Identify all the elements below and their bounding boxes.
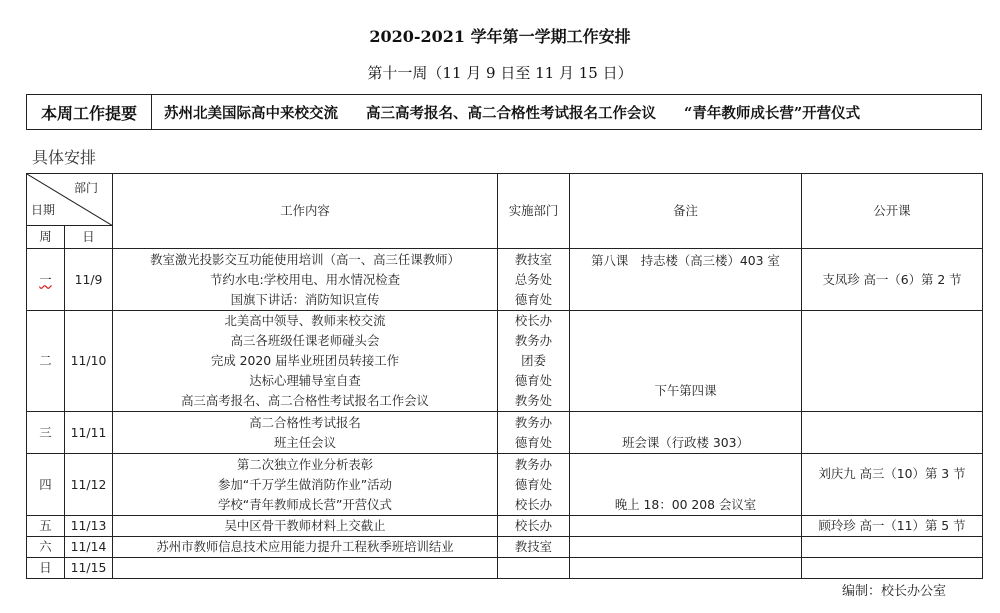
row-notes: 第八课 持志楼（高三楼）403 室 xyxy=(570,249,802,311)
table-row xyxy=(27,454,983,516)
row-week: 六 xyxy=(27,537,65,558)
header-corner xyxy=(27,174,113,226)
row-content: 教室激光投影交互功能使用培训（高一、高三任课教师） 节约水电:学校用电、用水情况检查 国旗下讲话：消防知识宣传 xyxy=(113,249,498,311)
header-open-class: 公开课 xyxy=(802,174,983,249)
summary-item: 高三高考报名、高二合格性考试报名工作会议 xyxy=(366,104,656,122)
row-date: 11/11 xyxy=(65,412,113,454)
row-notes: 晚上 18：00 208 会议室 xyxy=(570,454,802,516)
week-range: 第十一周（11 月 9 日至 11 月 15 日） xyxy=(367,64,633,82)
row-date: 11/10 xyxy=(65,311,113,412)
row-content: 苏州市教师信息技术应用能力提升工程秋季班培训结业 xyxy=(113,537,498,558)
row-dept: 校长办 xyxy=(498,516,570,537)
table-row xyxy=(27,412,983,454)
row-notes xyxy=(570,516,802,537)
row-open-class xyxy=(802,558,983,579)
corner-date-label: 日期 xyxy=(31,203,56,217)
row-open-class xyxy=(802,537,983,558)
header-content: 工作内容 xyxy=(113,174,498,249)
row-notes xyxy=(570,537,802,558)
row-week: 三 xyxy=(27,412,65,454)
schedule-table xyxy=(26,173,983,579)
row-date: 11/12 xyxy=(65,454,113,516)
row-week: 日 xyxy=(27,558,65,579)
row-dept: 校长办 教务办 团委 德育处 教务处 xyxy=(498,311,570,412)
table-row xyxy=(27,537,983,558)
row-dept: 教务办 德育处 xyxy=(498,412,570,454)
header-day: 日 xyxy=(65,226,113,249)
row-content: 吴中区骨干教师材料上交截止 xyxy=(113,516,498,537)
row-dept: 教技室 xyxy=(498,537,570,558)
row-date: 11/9 xyxy=(65,249,113,311)
header-notes: 备注 xyxy=(570,174,802,249)
summary-item: “青年教师成长营”开营仪式 xyxy=(684,104,861,122)
row-date: 11/14 xyxy=(65,537,113,558)
row-open-class: 支凤珍 高一（6）第 2 节 xyxy=(802,249,983,311)
header-dept: 实施部门 xyxy=(498,174,570,249)
row-content: 高二合格性考试报名 班主任会议 xyxy=(113,412,498,454)
row-open-class xyxy=(802,412,983,454)
row-open-class: 刘庆九 高三（10）第 3 节 xyxy=(802,454,983,516)
table-row xyxy=(27,249,983,311)
row-notes: 下午第四课 xyxy=(570,311,802,412)
section-title: 具体安排 xyxy=(32,148,97,167)
summary-items xyxy=(152,95,981,129)
row-date: 11/13 xyxy=(65,516,113,537)
row-notes xyxy=(570,558,802,579)
row-content: 第二次独立作业分析表彰 参加“千万学生做消防作业”活动 学校“青年教师成长营”开营仪式 xyxy=(113,454,498,516)
row-dept xyxy=(498,558,570,579)
row-open-class xyxy=(802,311,983,412)
table-row xyxy=(27,311,983,412)
weekly-summary xyxy=(26,94,982,130)
row-week: 五 xyxy=(27,516,65,537)
footer-editor: 编制：校长办公室 xyxy=(842,584,947,599)
table-row xyxy=(27,558,983,579)
table-row xyxy=(27,516,983,537)
row-notes: 班会课（行政楼 303） xyxy=(570,412,802,454)
corner-dept-label: 部门 xyxy=(73,181,98,195)
row-open-class: 顾玲珍 高一（11）第 5 节 xyxy=(802,516,983,537)
row-date: 11/15 xyxy=(65,558,113,579)
summary-item: 苏州北美国际高中来校交流 xyxy=(164,104,338,122)
row-content: 北美高中领导、教师来校交流 高三各班级任课老师碰头会 完成 2020 届毕业班团员转接工作 达标心理辅导室自查 高三高考报名、高二合格性考试报名工作会议 xyxy=(113,311,498,412)
row-content xyxy=(113,558,498,579)
header-week: 周 xyxy=(27,226,65,249)
row-week: 一 xyxy=(27,249,65,311)
row-week: 四 xyxy=(27,454,65,516)
summary-label: 本周工作提要 xyxy=(27,95,152,129)
row-dept: 教务办 德育处 校长办 xyxy=(498,454,570,516)
page-title: 2020-2021 学年第一学期工作安排 xyxy=(369,27,631,46)
row-week: 二 xyxy=(27,311,65,412)
row-dept: 教技室 总务处 德育处 xyxy=(498,249,570,311)
